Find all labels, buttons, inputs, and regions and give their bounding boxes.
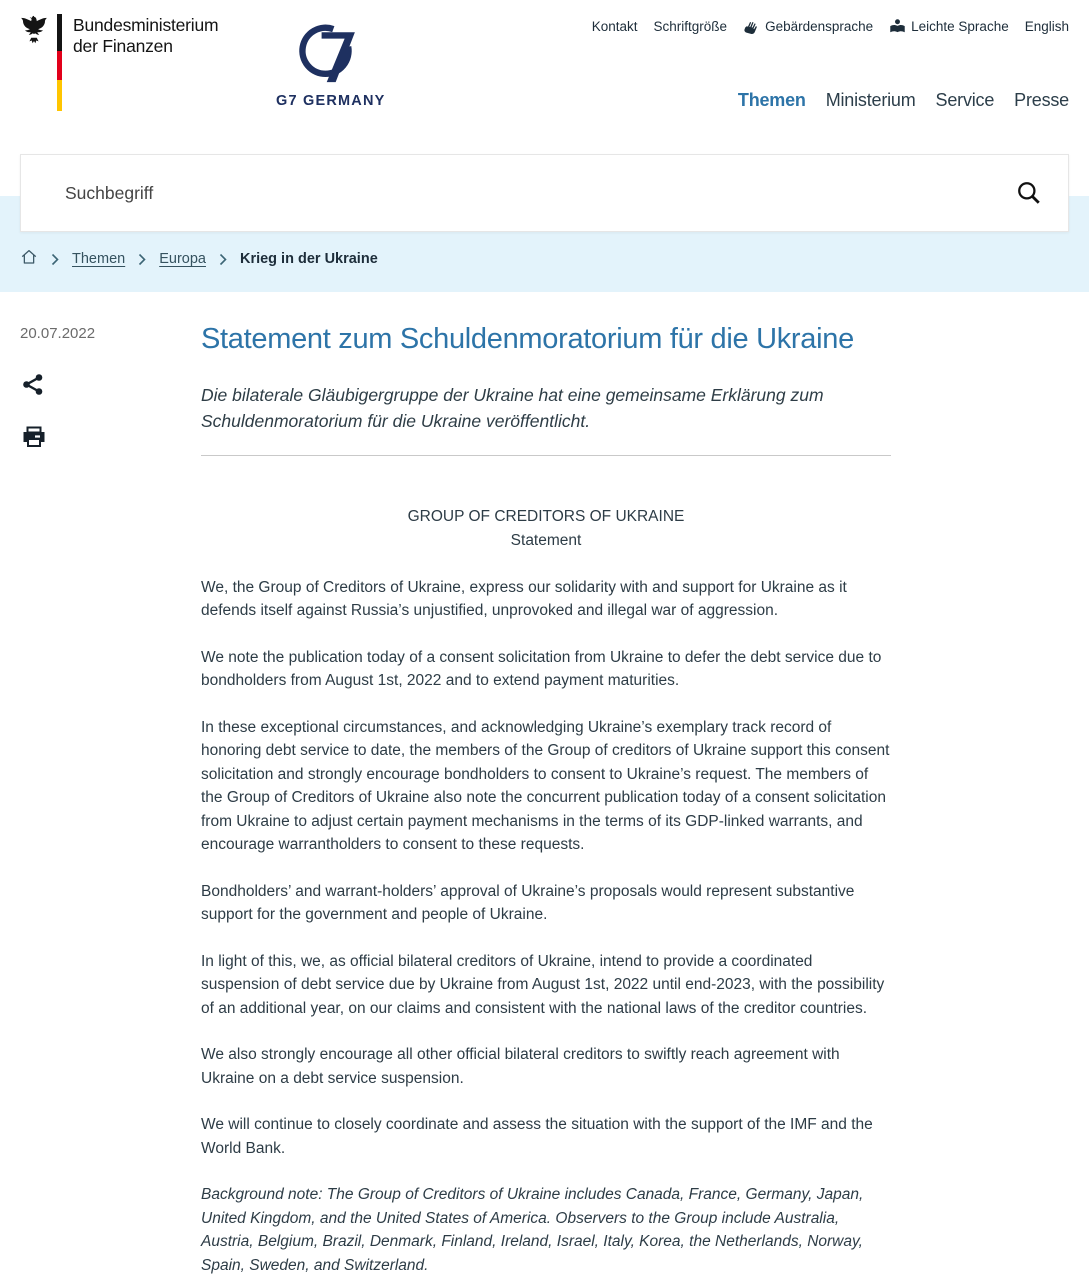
meta-link-label: Leichte Sprache bbox=[911, 19, 1009, 34]
title-divider bbox=[201, 455, 891, 456]
g7-icon bbox=[276, 16, 380, 90]
article-main-column bbox=[201, 322, 891, 1277]
federal-eagle-icon bbox=[20, 14, 48, 46]
meta-link-kontakt[interactable] bbox=[592, 19, 638, 34]
article-body bbox=[201, 576, 891, 1277]
article-side-rail bbox=[20, 322, 201, 1277]
share-icon bbox=[22, 384, 44, 399]
nav-item-themen[interactable]: Themen bbox=[737, 90, 806, 110]
paragraph: We also strongly encourage all other official bilateral creditors to swiftly reach agreement with Ukraine on a debt service suspension. bbox=[201, 1046, 840, 1087]
paragraph: In light of this, we, as official bilateral creditors of Ukraine, intend to provide a coordinated suspension of debt service due by Ukraine from August 1st, 2022 until end-2023, with the possibility of an additional year, on our claims and consistent with the national laws of the creditor countries. bbox=[201, 952, 885, 1017]
nav-item-service[interactable]: Service bbox=[935, 90, 995, 110]
background-note: Background note: The Group of Creditors of Ukraine includes Canada, France, Germany, Japan, United Kingdom, and the United States of America. Observers to the Group include Australia, Austria, Belgium, Brazil, Denmark, Finland, Ireland, Israel, Italy, Korea, the Netherlands, Norway, Spain, Sweden, and Switzerland. bbox=[201, 1186, 864, 1274]
main-navigation bbox=[738, 90, 1069, 111]
paragraph: We, the Group of Creditors of Ukraine, express our solidarity with and support for Ukraine as it defends itself against Russia’s unjustified, unprovoked and illegal war of aggression. bbox=[201, 578, 847, 620]
meta-link-gebaerdensprache[interactable] bbox=[743, 18, 873, 35]
breadcrumb-home[interactable] bbox=[20, 248, 38, 270]
breadcrumb-link-europa[interactable]: Europa bbox=[159, 251, 206, 267]
german-flag-bar bbox=[57, 14, 62, 111]
article bbox=[0, 322, 1089, 1277]
chevron-right-icon bbox=[219, 253, 227, 266]
breadcrumb-current: Krieg in der Ukraine bbox=[239, 251, 378, 267]
meta-link-label: Gebärdensprache bbox=[765, 19, 874, 34]
easy-language-icon bbox=[889, 18, 906, 35]
search-icon bbox=[1016, 180, 1042, 206]
meta-link-label: Schriftgröße bbox=[653, 19, 728, 34]
article-teaser: Die bilaterale Gläubigergruppe der Ukraine hat eine gemeinsame Erklärung zum Schuldenmoratorium für die Ukraine veröffentlicht. bbox=[201, 384, 824, 431]
g7-germany-logo[interactable] bbox=[276, 16, 386, 109]
home-icon bbox=[20, 248, 38, 270]
chevron-right-icon bbox=[138, 253, 146, 266]
paragraph: In these exceptional circumstances, and acknowledging Ukraine’s exemplary track record of honoring debt service to date, the members of the Group of creditors of Ukraine support this consent solicitation and strongly encourage bondholders to consent to Ukraine’s request. The members of the Group of Creditors of Ukraine also note the concurrent publication today of a consent solicitation from Ukraine to adjust certain payment mechanisms in the terms of its GDP-linked warrants, and encourage warrantholders to consent to these requests. bbox=[201, 718, 890, 854]
share-button[interactable] bbox=[20, 371, 46, 401]
search-bar bbox=[20, 154, 1069, 232]
statement-org: GROUP OF CREDITORS OF UKRAINE bbox=[407, 507, 685, 525]
nav-item-ministerium[interactable]: Ministerium bbox=[825, 90, 916, 110]
statement-label: Statement bbox=[510, 531, 582, 549]
meta-link-label: Kontakt bbox=[591, 19, 638, 34]
sign-language-icon bbox=[743, 18, 760, 35]
print-icon bbox=[22, 436, 46, 451]
paragraph: We note the publication today of a consent solicitation from Ukraine to defer the debt service due to bondholders from August 1st, 2022 and to extend payment maturities. bbox=[201, 648, 882, 690]
ministry-logo[interactable] bbox=[20, 14, 218, 111]
ministry-name: Bundesministerium der Finanzen bbox=[73, 15, 219, 56]
publication-date: 20.07.2022 bbox=[20, 325, 96, 342]
g7-caption: G7 GERMANY bbox=[276, 93, 386, 109]
search-button[interactable] bbox=[1012, 176, 1046, 210]
nav-item-presse[interactable]: Presse bbox=[1014, 90, 1069, 110]
search-input[interactable] bbox=[63, 182, 1012, 205]
site-header bbox=[0, 0, 1089, 140]
meta-link-english[interactable] bbox=[1025, 19, 1069, 34]
meta-navigation bbox=[592, 18, 1069, 35]
breadcrumb bbox=[20, 248, 378, 270]
statement-heading bbox=[201, 505, 891, 553]
paragraph: We will continue to closely coordinate and assess the situation with the support of the IMF and the World Bank. bbox=[201, 1116, 873, 1157]
breadcrumb-link-themen[interactable]: Themen bbox=[72, 251, 126, 267]
print-button[interactable] bbox=[20, 424, 48, 453]
chevron-right-icon bbox=[51, 253, 59, 266]
meta-link-leichte-sprache[interactable] bbox=[889, 18, 1009, 35]
search-zone bbox=[0, 140, 1089, 292]
paragraph: Bondholders’ and warrant-holders’ approval of Ukraine’s proposals would represent substantive support for the government and people of Ukraine. bbox=[201, 882, 855, 924]
page-title: Statement zum Schuldenmoratorium für die Ukraine bbox=[201, 323, 854, 355]
meta-link-label: English bbox=[1024, 19, 1069, 34]
meta-link-schriftgroesse[interactable] bbox=[654, 19, 728, 34]
